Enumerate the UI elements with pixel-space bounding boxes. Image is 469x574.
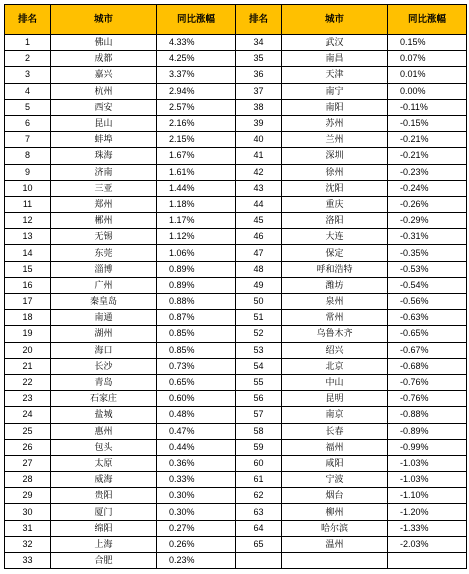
rank-cell: 33 [5,553,51,569]
rank-cell: 17 [5,294,51,310]
change-cell: -0.21% [388,148,467,164]
change-cell: 1.12% [157,229,236,245]
rank-cell: 13 [5,229,51,245]
city-cell: 沈阳 [282,180,388,196]
table-row [5,472,467,488]
rank-cell: 37 [236,83,282,99]
table-row [5,536,467,552]
city-cell: 北京 [282,358,388,374]
rank-cell: 53 [236,342,282,358]
change-cell: 0.87% [157,310,236,326]
change-cell: 3.37% [157,67,236,83]
change-cell: 0.00% [388,83,467,99]
rank-cell: 20 [5,342,51,358]
rank-cell: 52 [236,326,282,342]
rank-cell: 50 [236,294,282,310]
rank-cell: 64 [236,520,282,536]
header-rank-right: 排名 [236,5,282,35]
change-cell: -0.54% [388,277,467,293]
city-cell: 东莞 [51,245,157,261]
rank-cell: 7 [5,132,51,148]
rank-cell: 59 [236,439,282,455]
table-row [5,342,467,358]
rank-cell: 11 [5,196,51,212]
rank-cell: 51 [236,310,282,326]
city-cell [282,553,388,569]
table-row [5,132,467,148]
city-cell: 惠州 [51,423,157,439]
change-cell: -0.68% [388,358,467,374]
city-cell: 郑州 [51,196,157,212]
rank-cell: 38 [236,99,282,115]
change-cell: -0.24% [388,180,467,196]
table-row [5,180,467,196]
city-cell: 洛阳 [282,213,388,229]
change-cell: 1.44% [157,180,236,196]
change-cell: -0.53% [388,261,467,277]
table-row [5,553,467,569]
rank-cell: 43 [236,180,282,196]
rank-cell: 58 [236,423,282,439]
rank-cell: 34 [236,35,282,51]
table-row [5,407,467,423]
change-cell: 0.30% [157,504,236,520]
city-cell: 大连 [282,229,388,245]
change-cell: 0.26% [157,536,236,552]
change-cell: -0.88% [388,407,467,423]
change-cell: 0.15% [388,35,467,51]
table-row [5,439,467,455]
city-cell: 哈尔滨 [282,520,388,536]
city-cell: 郴州 [51,213,157,229]
table-row [5,35,467,51]
city-cell: 淄博 [51,261,157,277]
change-cell: 0.89% [157,261,236,277]
city-cell: 绵阳 [51,520,157,536]
header-rank-left: 排名 [5,5,51,35]
rank-cell: 1 [5,35,51,51]
city-cell: 南京 [282,407,388,423]
city-cell: 昆山 [51,115,157,131]
city-cell: 中山 [282,374,388,390]
header-row [5,5,467,35]
city-cell: 秦皇岛 [51,294,157,310]
rank-cell: 65 [236,536,282,552]
city-cell: 海口 [51,342,157,358]
change-cell: -0.29% [388,213,467,229]
city-cell: 盐城 [51,407,157,423]
change-cell: 1.67% [157,148,236,164]
rank-cell: 10 [5,180,51,196]
change-cell: -1.20% [388,504,467,520]
city-cell: 南通 [51,310,157,326]
rank-cell: 35 [236,51,282,67]
change-cell: 1.17% [157,213,236,229]
change-cell: 2.16% [157,115,236,131]
city-cell: 湖州 [51,326,157,342]
change-cell: 2.94% [157,83,236,99]
city-cell: 上海 [51,536,157,552]
city-cell: 重庆 [282,196,388,212]
rank-cell: 47 [236,245,282,261]
city-cell: 烟台 [282,488,388,504]
table-row [5,326,467,342]
city-cell: 泉州 [282,294,388,310]
table-row [5,374,467,390]
table-row [5,67,467,83]
table-row [5,164,467,180]
rank-cell: 15 [5,261,51,277]
city-cell: 无锡 [51,229,157,245]
change-cell: -0.21% [388,132,467,148]
header-change-left: 同比涨幅 [157,5,236,35]
city-cell: 保定 [282,245,388,261]
rank-cell: 54 [236,358,282,374]
rank-cell: 6 [5,115,51,131]
change-cell: -0.15% [388,115,467,131]
change-cell: 4.25% [157,51,236,67]
rank-cell: 39 [236,115,282,131]
change-cell: -0.89% [388,423,467,439]
city-cell: 南昌 [282,51,388,67]
rank-cell: 19 [5,326,51,342]
change-cell [388,553,467,569]
rank-cell: 5 [5,99,51,115]
city-cell: 呼和浩特 [282,261,388,277]
change-cell: -0.56% [388,294,467,310]
city-cell: 南阳 [282,99,388,115]
rank-cell: 14 [5,245,51,261]
header-change-right: 同比涨幅 [388,5,467,35]
rank-cell: 27 [5,455,51,471]
rank-cell: 18 [5,310,51,326]
table-row [5,213,467,229]
change-cell: -1.10% [388,488,467,504]
city-cell: 石家庄 [51,391,157,407]
rank-cell: 8 [5,148,51,164]
header-city-right: 城市 [282,5,388,35]
rank-cell: 9 [5,164,51,180]
table-row [5,196,467,212]
table-row [5,358,467,374]
change-cell: -2.03% [388,536,467,552]
table-row [5,504,467,520]
city-cell: 嘉兴 [51,67,157,83]
change-cell: -0.26% [388,196,467,212]
rank-cell: 31 [5,520,51,536]
change-cell: -0.67% [388,342,467,358]
change-cell: -1.03% [388,455,467,471]
change-cell: 0.85% [157,342,236,358]
rank-cell: 57 [236,407,282,423]
rank-cell: 21 [5,358,51,374]
rank-cell: 55 [236,374,282,390]
change-cell: 2.57% [157,99,236,115]
rank-cell: 44 [236,196,282,212]
change-cell: 0.88% [157,294,236,310]
table-row [5,83,467,99]
rank-cell: 40 [236,132,282,148]
rank-cell: 45 [236,213,282,229]
table-body [5,35,467,569]
city-cell: 合肥 [51,553,157,569]
rank-cell: 2 [5,51,51,67]
table-row [5,99,467,115]
rank-cell: 16 [5,277,51,293]
city-cell: 咸阳 [282,455,388,471]
change-cell: 0.44% [157,439,236,455]
rank-cell: 4 [5,83,51,99]
city-cell: 珠海 [51,148,157,164]
city-cell: 广州 [51,277,157,293]
change-cell: -0.35% [388,245,467,261]
city-cell: 长沙 [51,358,157,374]
city-cell: 温州 [282,536,388,552]
change-cell: 1.61% [157,164,236,180]
change-cell: 0.89% [157,277,236,293]
city-price-change-table [4,4,467,569]
rank-cell: 61 [236,472,282,488]
change-cell: 1.18% [157,196,236,212]
city-cell: 绍兴 [282,342,388,358]
change-cell: -0.23% [388,164,467,180]
city-cell: 深圳 [282,148,388,164]
change-cell: -1.03% [388,472,467,488]
rank-cell: 12 [5,213,51,229]
change-cell: 0.01% [388,67,467,83]
change-cell: 4.33% [157,35,236,51]
table-row [5,455,467,471]
city-cell: 兰州 [282,132,388,148]
city-cell: 乌鲁木齐 [282,326,388,342]
rank-cell: 46 [236,229,282,245]
rank-cell [236,553,282,569]
table-row [5,51,467,67]
change-cell: 0.33% [157,472,236,488]
city-cell: 长春 [282,423,388,439]
change-cell: -0.11% [388,99,467,115]
city-cell: 厦门 [51,504,157,520]
city-cell: 苏州 [282,115,388,131]
city-cell: 济南 [51,164,157,180]
table-row [5,261,467,277]
change-cell: -0.63% [388,310,467,326]
rank-cell: 62 [236,488,282,504]
city-cell: 佛山 [51,35,157,51]
rank-cell: 63 [236,504,282,520]
city-cell: 天津 [282,67,388,83]
table-row [5,277,467,293]
rank-cell: 49 [236,277,282,293]
city-cell: 福州 [282,439,388,455]
city-cell: 三亚 [51,180,157,196]
change-cell: 0.23% [157,553,236,569]
table-row [5,294,467,310]
change-cell: -1.33% [388,520,467,536]
city-cell: 徐州 [282,164,388,180]
rank-cell: 36 [236,67,282,83]
rank-cell: 41 [236,148,282,164]
change-cell: 0.65% [157,374,236,390]
change-cell: 0.30% [157,488,236,504]
table-row [5,423,467,439]
table-row [5,148,467,164]
change-cell: -0.76% [388,374,467,390]
city-cell: 宁波 [282,472,388,488]
table-row [5,245,467,261]
city-cell: 太原 [51,455,157,471]
table-row [5,488,467,504]
change-cell: 0.60% [157,391,236,407]
city-cell: 武汉 [282,35,388,51]
rank-cell: 24 [5,407,51,423]
city-cell: 南宁 [282,83,388,99]
change-cell: 0.36% [157,455,236,471]
change-cell: 0.73% [157,358,236,374]
city-cell: 柳州 [282,504,388,520]
city-cell: 杭州 [51,83,157,99]
city-cell: 潍坊 [282,277,388,293]
rank-cell: 23 [5,391,51,407]
city-cell: 包头 [51,439,157,455]
city-cell: 西安 [51,99,157,115]
change-cell: -0.99% [388,439,467,455]
rank-cell: 26 [5,439,51,455]
table-row [5,391,467,407]
rank-cell: 42 [236,164,282,180]
city-cell: 常州 [282,310,388,326]
rank-cell: 60 [236,455,282,471]
change-cell: 0.47% [157,423,236,439]
rank-cell: 48 [236,261,282,277]
change-cell: 2.15% [157,132,236,148]
city-cell: 蚌埠 [51,132,157,148]
change-cell: -0.65% [388,326,467,342]
rank-cell: 28 [5,472,51,488]
change-cell: 0.27% [157,520,236,536]
table-row [5,229,467,245]
rank-cell: 3 [5,67,51,83]
city-cell: 昆明 [282,391,388,407]
table-row [5,520,467,536]
change-cell: 0.85% [157,326,236,342]
rank-cell: 29 [5,488,51,504]
rank-cell: 25 [5,423,51,439]
change-cell: -0.76% [388,391,467,407]
rank-cell: 30 [5,504,51,520]
city-cell: 成都 [51,51,157,67]
table-row [5,310,467,326]
change-cell: 0.07% [388,51,467,67]
city-cell: 青岛 [51,374,157,390]
change-cell: -0.31% [388,229,467,245]
change-cell: 0.48% [157,407,236,423]
city-cell: 威海 [51,472,157,488]
rank-cell: 56 [236,391,282,407]
rank-cell: 32 [5,536,51,552]
city-cell: 贵阳 [51,488,157,504]
change-cell: 1.06% [157,245,236,261]
table-row [5,115,467,131]
header-city-left: 城市 [51,5,157,35]
rank-cell: 22 [5,374,51,390]
